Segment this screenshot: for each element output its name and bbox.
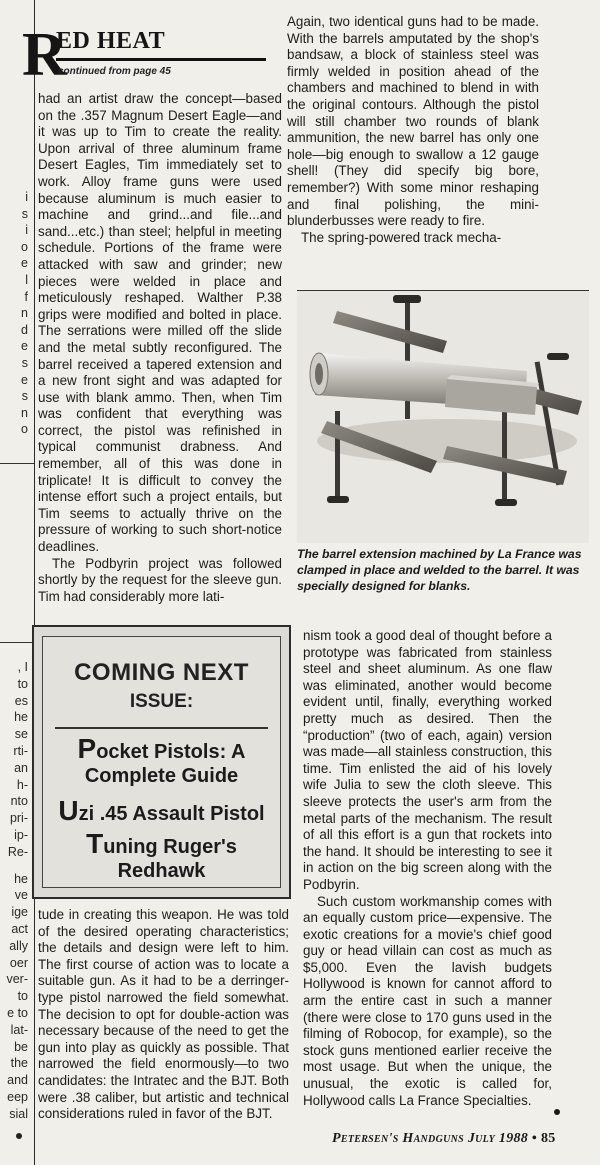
next-item-uzi: Uzi .45 Assault Pistol <box>58 795 265 826</box>
coming-next-heading <box>43 659 280 713</box>
header-drop-letter: R <box>22 21 67 89</box>
cut-text-fragment: ip- <box>14 828 28 842</box>
page-footer <box>332 1131 556 1147</box>
cut-text-fragment: lat- <box>10 1022 28 1037</box>
cut-text-fragment: i <box>25 223 28 238</box>
cut-text-fragment: rti- <box>13 744 28 758</box>
cut-text-fragment: i <box>25 190 28 204</box>
cut-text-fragment: e <box>21 339 28 354</box>
cut-text-fragment: he <box>14 710 28 725</box>
cut-text-fragment: o <box>21 239 28 254</box>
cut-text-fragment: nto <box>10 794 28 809</box>
cut-text-fragment: o <box>21 422 28 437</box>
cut-text-fragment: , I <box>17 660 28 674</box>
cut-text-fragment: the <box>10 1056 28 1071</box>
cut-text-fragment: he <box>14 871 28 886</box>
cut-text-fragment: n <box>21 405 28 420</box>
footer-magazine: Petersen's Handguns <box>332 1131 465 1146</box>
cut-text-fragment: n <box>21 306 28 321</box>
coming-next-box <box>32 625 291 899</box>
article-header <box>22 21 266 94</box>
body-paragraph: The spring-powered track mecha- <box>301 229 502 245</box>
cut-text-fragment: ige <box>11 905 28 920</box>
column-2-bottom <box>303 628 552 1109</box>
cut-text-fragment: e <box>21 372 28 387</box>
cut-text-fragment: an <box>14 760 28 775</box>
cut-text-fragment: s <box>21 389 28 404</box>
header-rule <box>56 58 266 61</box>
cut-text-fragment: e <box>21 256 28 271</box>
cut-text-fragment: ver- <box>6 972 28 987</box>
cut-text-fragment: to <box>17 989 28 1004</box>
cut-text-fragment: oer <box>9 955 28 970</box>
cut-text-fragment: be <box>14 1039 28 1054</box>
coming-next-subtitle: ISSUE: <box>129 691 194 712</box>
next-item-ruger: Tuning Ruger's Redhawk <box>86 828 237 882</box>
cut-text-fragment: Re- <box>7 844 28 859</box>
cut-text-fragment: ve <box>14 888 28 903</box>
continued-note: continued from page 45 <box>58 66 171 77</box>
cut-text-fragment: s <box>21 356 28 370</box>
cut-text-fragment: f <box>24 289 28 304</box>
strip-bullet <box>16 1133 22 1139</box>
cut-text-fragment: d <box>21 322 28 337</box>
cut-text-fragment: sial <box>9 1106 28 1121</box>
strip-rule <box>0 642 34 643</box>
cut-text-fragment: se <box>14 727 28 742</box>
body-paragraph: had an artist draw the concept—based on the .357 Magnum Desert Eagle—and it was up to Tim to create the reality. Upon arrival of three aluminum frame Desert Eagles, Tim immediately set to work. Alloy frame guns were used because aluminum is much easier to machine and grind...and file...and sand...etc.) than steel; helpful in meeting schedule. Portions of the frame were attacked with saw and grinder; new pieces were welded in place and meticulously reshaped. Walther P.38 grips were modified and bolted in place. The serrations were milled off the slide and the metal subtly reconfigured. The barrel received a tapered extension and a new front sight and was adapted for use with blank ammo. Then, when Tim was confident that everything was correct, the pistol was refinished in typical communist drabness. And remember, all of this was done in triplicate! It is difficult to convey the intense effort such a project entails, but Tim seems to actually thrive on the pressure of working to such short-notice deadlines. <box>38 91 282 555</box>
photo-caption: The barrel extension machined by La France was clamped in place and welded to the barrel. It was specially designed for blanks. <box>297 547 582 593</box>
left-column-strip <box>0 0 35 1165</box>
column-2-top <box>287 14 539 246</box>
body-paragraph: tude in creating this weapon. He was told of the desired operating characteristics; the details and design were left to him. The first course of action was to locate a suitable gun. As it had to be a derringer-type pistol narrowed the field somewhat. The decision to opt for double-action was necessary because of the need to get the gun into play as quickly as possible. That narrowed the field enormously—to two candidates: the Intratec and the BJT. Both were .38 caliber, but artistic and technical considerations ruled in favor of the BJT. <box>38 907 289 1122</box>
coming-next-title: COMING NEXT <box>74 659 249 686</box>
cut-text-fragment: and <box>7 1073 28 1088</box>
cut-text-fragment: s <box>21 206 28 221</box>
column-1-bottom <box>38 907 289 1123</box>
cut-text-fragment: act <box>11 922 28 936</box>
barrel-extension-photo <box>297 290 589 543</box>
column-1-top <box>38 91 282 605</box>
next-item-pocket-pistols: Pocket Pistols: A Complete Guide <box>77 733 246 787</box>
cut-text-fragment: es <box>14 693 28 708</box>
strip-rule <box>0 463 34 464</box>
clamp-barrel-illustration <box>297 291 589 543</box>
footer-page-number: 85 <box>540 1131 556 1146</box>
coming-next-inner <box>42 636 281 888</box>
body-paragraph: Such custom workmanship comes with an equally custom price—expensive. The exotic creations for a movie's chief good guy or head villain can cost as much as $5,000. Even the lavish budgets Hollywood is known for cannot afford to arm the entire cast in such a manner (there were close to 170 guns used in the filming of Robocop, for example), so the stock guns mentioned earlier receive the most usage. But when the unique, the unusual, the exotic is called for, Hollywood calls La France Specialties. <box>303 893 552 1108</box>
cut-text-fragment: h- <box>16 777 28 792</box>
footer-separator: • <box>531 1131 538 1146</box>
cut-text-fragment: ally <box>9 938 28 953</box>
footer-date: July 1988 <box>467 1131 529 1146</box>
coming-next-rule <box>55 727 268 729</box>
cut-text-fragment: eep <box>7 1090 28 1104</box>
cut-text-fragment: to <box>17 676 28 691</box>
article-title: ED HEAT <box>56 28 166 54</box>
cut-text-fragment: pri- <box>9 811 28 826</box>
body-paragraph: Again, two identical guns had to be made. With the barrels amputated by the shop's bandsaw, a block of stainless steel was firmly welded in position ahead of the chambers and machined to blend in with the original contours. Although the pistol will still chamber two rounds of blank ammunition, the new barrel has only one hole—big enough to swallow a 12 gauge shell! (They did specify big bore, remember?) With some minor reshaping and final polishing, the mini-blunderbusses were ready to fire. <box>287 14 539 229</box>
body-paragraph: nism took a good deal of thought before a prototype was fabricated from stainless steel and sheet aluminum. As one flaw was eliminated, another would become evident until, finally, everything worked pretty much as desired. Then the “production” (two of each, again) version was made—all stainless construction, this time. Tim enlisted the aid of his lovely wife Julia to sew the cloth sleeve. This sleeve protects the user's arm from the metal parts of the mechanism. The result of all this effort is a gun that rockets into the hand. It should be interesting to see it in action on the big screen along with the Podbyrin. <box>303 628 552 892</box>
cut-text-fragment: l <box>25 273 28 287</box>
body-paragraph: The Podbyrin project was followed shortly by the request for the sleeve gun. Tim had considerably more lati- <box>38 555 282 604</box>
cut-text-fragment: e to <box>7 1006 28 1020</box>
end-bullet <box>554 1109 560 1115</box>
